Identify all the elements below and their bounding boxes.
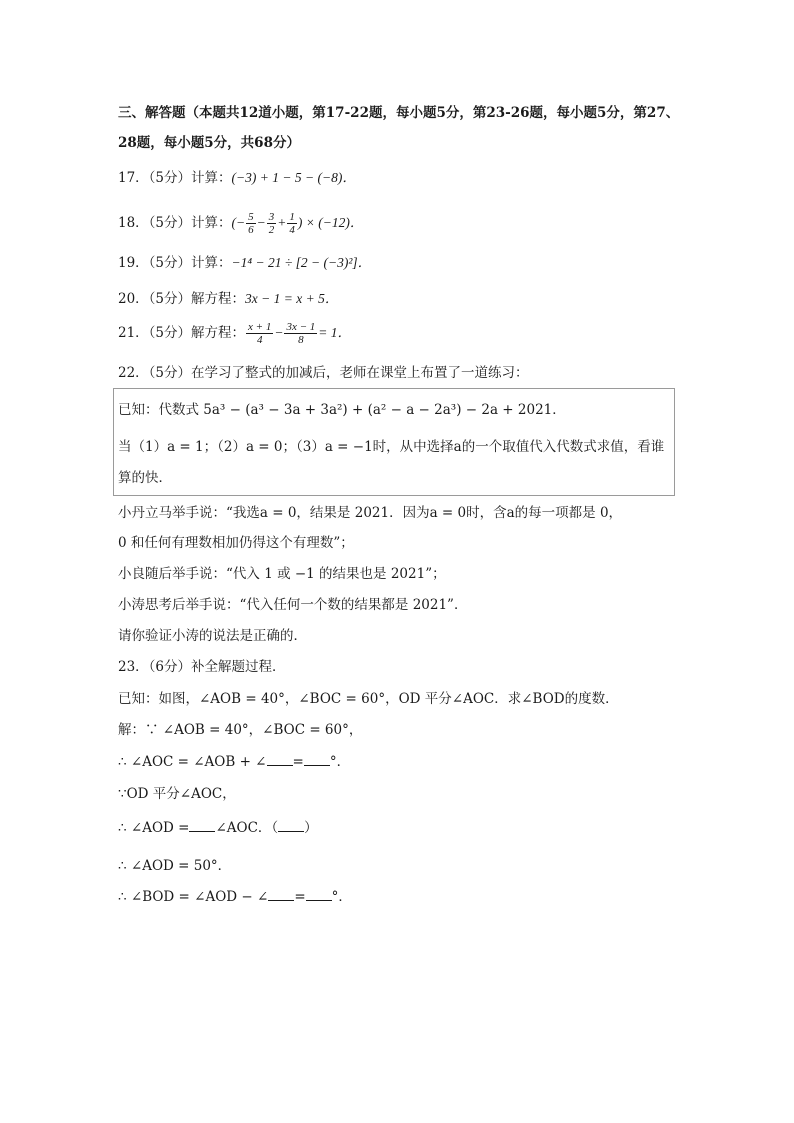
q21-fraction-2: $\frac{3x - 1}{8}$ xyxy=(286,321,316,346)
q22-box-line1: 已知：代数式 5a³ − (a³ − 3a + 3a²) + (a² − a − 2a³) − 2a + 2021． xyxy=(118,402,566,418)
q18-op1: − xyxy=(256,215,266,230)
q21-op: − xyxy=(274,325,284,340)
question-18 xyxy=(118,208,363,238)
q23-step-1: 解：∵ ∠AOB = 40°，∠BOC = 60°， xyxy=(118,722,363,738)
q20-expression: 3x − 1 = x + 5． xyxy=(245,291,339,306)
q23-step-5: ∴ ∠AOD = 50°． xyxy=(118,858,232,874)
q23-intro: 23．（6分）补全解题过程． xyxy=(118,659,286,675)
question-21 xyxy=(118,318,351,348)
q18-op2: + xyxy=(277,215,287,230)
answer-blank[interactable] xyxy=(304,753,330,766)
section-title-line1: 三、解答题（本题共12道小题，第17-22题，每小题5分，第23-26题，每小题5分，第27、 xyxy=(118,105,680,121)
q18-fraction-3: $\frac{1}{4}$ xyxy=(289,211,295,236)
reason-blank[interactable] xyxy=(278,819,304,832)
q19-prefix: 19．（5分）计算： xyxy=(118,255,232,271)
q17-expression: (−3) + 1 − 5 − (−8)． xyxy=(231,170,356,185)
q23-step-2: ∴ ∠AOC = ∠AOB + ∠ = °． xyxy=(118,754,351,770)
q21-fraction-1: $\frac{x + 1}{4}$ xyxy=(248,321,272,346)
q18-open: (− xyxy=(231,215,246,230)
q23-given: 已知：如图，∠AOB = 40°，∠BOC = 60°，OD 平分∠AOC．求∠BOD的度数． xyxy=(118,691,619,707)
q22-statement-xiaoliang: 小良随后举手说：“代入 1 或 −1 的结果也是 2021”； xyxy=(118,566,446,582)
q22-box-line3: 算的快． xyxy=(118,470,172,486)
q22-task: 请你验证小涛的说法是正确的． xyxy=(118,628,307,644)
q18-prefix: 18．（5分）计算： xyxy=(118,215,232,231)
q18-close: ) × (−12)． xyxy=(297,215,364,230)
q19-expression: −1⁴ − 21 ÷ [2 − (−3)²]． xyxy=(231,255,372,270)
q18-fraction-1: $\frac{5}{6}$ xyxy=(248,211,254,236)
answer-blank[interactable] xyxy=(268,888,294,901)
q23-step-3: ∵OD 平分∠AOC， xyxy=(118,786,236,802)
q22-intro: 22．（5分）在学习了整式的加减后，老师在课堂上布置了一道练习： xyxy=(118,365,529,381)
section-title-line2: 28题，每小题5分，共68分） xyxy=(118,135,300,151)
q22-statement-xiaotao: 小涛思考后举手说：“代入任何一个数的结果都是 2021”． xyxy=(118,597,468,613)
answer-blank[interactable] xyxy=(189,819,215,832)
q22-statement-xiaodan: 小丹立马举手说：“我选a = 0，结果是 2021．因为a = 0时，含a的每一项都是 0， xyxy=(118,505,623,521)
q22-statement-continued: 0 和任何有理数相加仍得这个有理数”； xyxy=(118,535,354,551)
q18-fraction-2: $\frac{3}{2}$ xyxy=(268,211,275,236)
q21-prefix: 21．（5分）解方程： xyxy=(118,325,246,341)
answer-blank[interactable] xyxy=(306,888,332,901)
q21-tail: = 1． xyxy=(318,325,352,340)
q22-box-line2: 当（1）a = 1；（2）a = 0；（3）a = −1时，从中选择a的一个取值代入代数式求值，看谁 xyxy=(118,439,665,455)
q17-prefix: 17．（5分）计算： xyxy=(118,170,232,186)
q23-step-6: ∴ ∠BOD = ∠AOD − ∠ = °． xyxy=(118,889,352,905)
question-17 xyxy=(118,168,356,188)
q20-prefix: 20．（5分）解方程： xyxy=(118,291,246,307)
question-20 xyxy=(118,289,338,309)
answer-blank[interactable] xyxy=(267,753,293,766)
q23-step-4: ∴ ∠AOD = ∠AOC．（ ） xyxy=(118,820,318,836)
question-19 xyxy=(118,253,371,273)
